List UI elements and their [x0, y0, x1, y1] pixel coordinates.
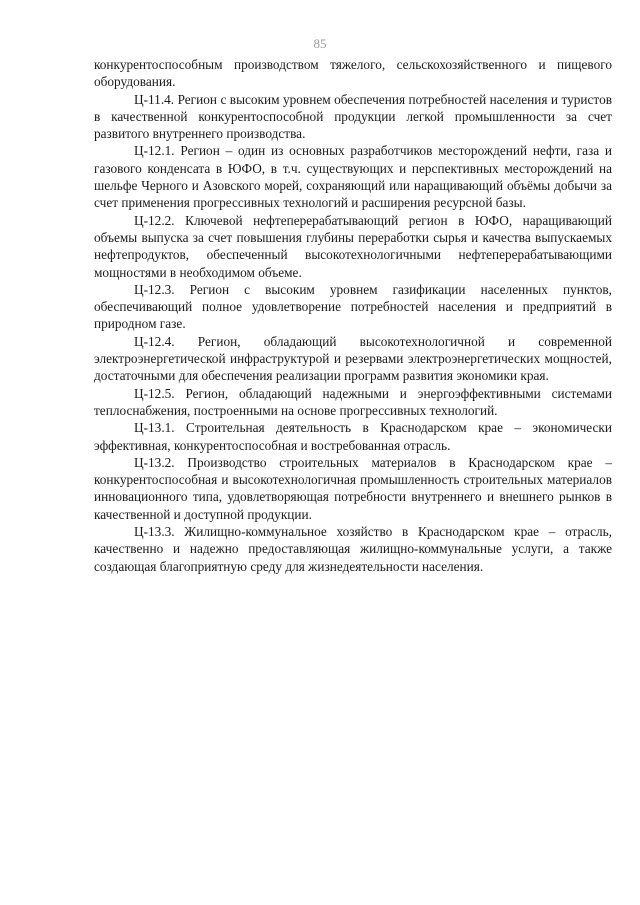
paragraph-c-12-1: Ц-12.1. Регион – один из основных разработчиков месторождений нефти, газа и газового конденсата в ЮФО, в т.ч. существующих и перспективных месторождений на шельфе Черного и Азовского морей, сохраняющий или наращивающий объёмы добычи за счет применения прогрессивных технологий и расширения ресурсной базы.	[94, 143, 612, 211]
paragraph-c-12-4: Ц-12.4. Регион, обладающий высокотехнологичной и современной электроэнергетической инфраструктурой и резервами электроэнергетических мощностей, достаточными для обеспечения реализации программ развития экономики края.	[94, 333, 612, 384]
paragraph-c-12-2: Ц-12.2. Ключевой нефтеперерабатывающий регион в ЮФО, наращивающий объемы выпуска за счет повышения глубины переработки сырья и качества выпускаемых нефтепродуктов, обеспеченный высокотехнологичными нефтеперерабатывающими мощностями в необходимом объеме.	[94, 212, 612, 280]
paragraph-c-13-2: Ц-13.2. Производство строительных материалов в Краснодарском крае – конкурентоспособная и высокотехнологичная промышленность строительных материалов инновационного типа, удовлетворяющая потребности внутреннего и внешнего рынков в качественной и доступной продукции.	[94, 454, 612, 522]
paragraph-c-13-1: Ц-13.1. Строительная деятельность в Краснодарском крае – экономически эффективная, конкурентоспособная и востребованная отрасль.	[94, 420, 612, 453]
paragraph-continuation: конкурентоспособным производством тяжелого, сельскохозяйственного и пищевого оборудования.	[94, 57, 612, 90]
document-body	[94, 56, 612, 575]
paragraph-c-12-5: Ц-12.5. Регион, обладающий надежными и энергоэффективными системами теплоснабжения, построенными на основе прогрессивных технологий.	[94, 385, 612, 418]
paragraph-c-13-3: Ц-13.3. Жилищно-коммунальное хозяйство в Краснодарском крае – отрасль, качественно и надежно предоставляющая жилищно-коммунальные услуги, а также создающая благоприятную среду для жизнедеятельности населения.	[94, 524, 612, 574]
page-number: 85	[313, 36, 327, 51]
paragraph-c-12-3: Ц-12.3. Регион с высоким уровнем газификации населенных пунктов, обеспечивающий полное удовлетворение потребностей населения и предприятий в природном газе.	[94, 281, 612, 332]
paragraph-c-11-4: Ц-11.4. Регион с высоким уровнем обеспечения потребностей населения и туристов в качественной конкурентоспособной продукции легкой промышленности за счет развитого внутреннего производства.	[94, 91, 612, 142]
